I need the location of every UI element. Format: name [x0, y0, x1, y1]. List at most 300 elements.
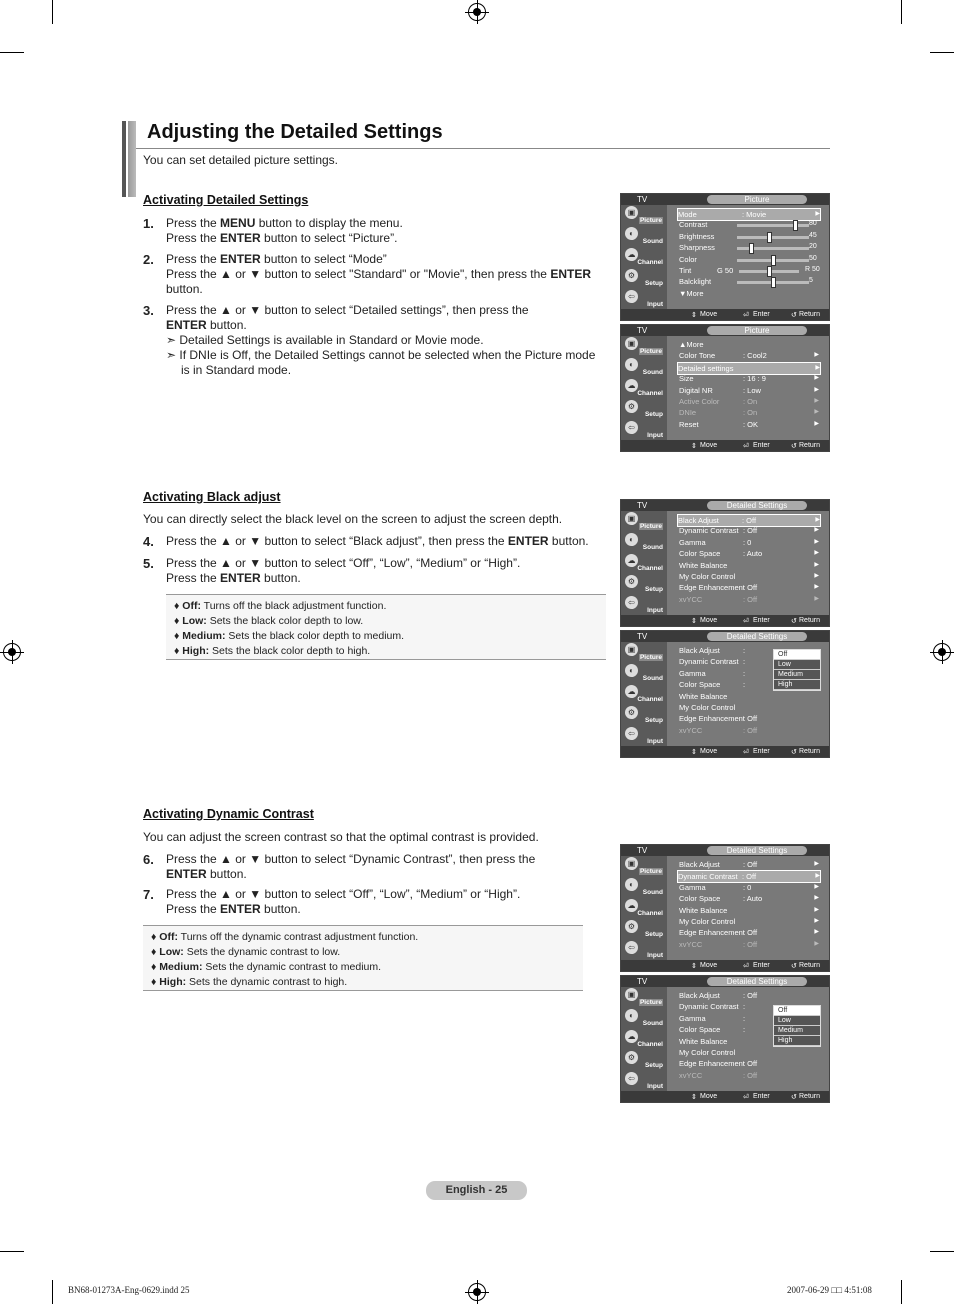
- return-icon: ↺: [791, 312, 797, 319]
- osd-row-label: Contrast: [679, 220, 708, 230]
- input-icon: ⇦: [625, 421, 638, 434]
- title-divider: [136, 148, 830, 149]
- osd-row-label: My Color Control: [679, 917, 736, 926]
- arrow-right-icon: ▶: [815, 873, 820, 880]
- osd-sidebar-label: Picture: [639, 999, 662, 1006]
- osd-sidebar: [621, 205, 667, 310]
- registration-mark-icon: [468, 1283, 486, 1301]
- osd-title: Detailed Settings: [707, 977, 807, 986]
- crop-mark: [901, 1280, 902, 1304]
- arrow-right-icon: ▶: [814, 895, 819, 902]
- registration-mark-icon: [933, 643, 951, 661]
- osd-menu-row[interactable]: [679, 396, 819, 407]
- osd-sidebar-label: Setup: [644, 280, 663, 287]
- note-line: ➣ Detailed Settings is available in Standard or Movie mode.: [166, 333, 484, 347]
- sound-icon: ◐: [625, 358, 638, 371]
- osd-sidebar-label: Sound: [642, 238, 663, 245]
- osd-sidebar-label: Sound: [642, 675, 663, 682]
- osd-sidebar-item[interactable]: [623, 642, 665, 662]
- step-number: 2.: [143, 252, 154, 267]
- osd-sidebar-item[interactable]: [623, 705, 665, 725]
- step-line: Press the ENTER button.: [166, 902, 301, 916]
- return-icon: ↺: [791, 443, 797, 450]
- osd-slider[interactable]: [737, 247, 809, 250]
- osd-row-value: : Cool2: [743, 351, 767, 361]
- osd-sidebar-label: Channel: [637, 565, 663, 572]
- osd-slider-knob[interactable]: [793, 220, 798, 231]
- section-paragraph: You can adjust the screen contrast so that the optimal contrast is provided.: [143, 830, 539, 844]
- enter-icon: ⏎: [743, 312, 749, 319]
- osd-row-label: Sharpness: [679, 243, 715, 253]
- osd-sidebar-item[interactable]: [623, 684, 665, 704]
- arrow-right-icon: ▶: [814, 386, 819, 393]
- osd-sidebar-item[interactable]: [623, 268, 665, 288]
- osd-sidebar-item[interactable]: [623, 1008, 665, 1028]
- arrow-right-icon: ▶: [815, 517, 820, 523]
- osd-row-label: Color: [679, 254, 697, 264]
- osd-menu-row[interactable]: [679, 288, 819, 299]
- osd-sidebar-item[interactable]: [623, 877, 665, 897]
- osd-sidebar-item[interactable]: [623, 940, 665, 960]
- osd-header: [621, 845, 829, 856]
- osd-row-value: : Off: [743, 594, 758, 604]
- osd-sidebar-item[interactable]: [623, 357, 665, 377]
- osd-row-label: Black Adjust: [678, 516, 719, 525]
- picture-icon: ▣: [625, 206, 638, 219]
- osd-row-label: DNIe: [679, 408, 697, 418]
- crop-mark: [52, 1280, 53, 1304]
- osd-row-label: My Color Control: [679, 1048, 736, 1057]
- osd-row-label: Color Space: [679, 549, 721, 559]
- osd-move-label: Move: [700, 442, 718, 449]
- osd-slider[interactable]: [737, 259, 809, 262]
- osd-dropdown[interactable]: [773, 1005, 821, 1047]
- setup-icon: ⚙: [625, 706, 638, 719]
- arrow-right-icon: ▶: [814, 940, 819, 947]
- step-3: [143, 303, 603, 335]
- step-7: [143, 887, 603, 919]
- arrow-right-icon: ▶: [814, 550, 819, 557]
- osd-header: [621, 976, 829, 987]
- sound-icon: ◐: [625, 533, 638, 546]
- osd-menu-row[interactable]: [679, 893, 819, 904]
- osd-sidebar-item[interactable]: [623, 289, 665, 309]
- channel-icon: ☁: [625, 379, 638, 392]
- osd-menu-row[interactable]: [679, 859, 819, 870]
- arrow-right-icon: ▶: [814, 918, 819, 924]
- option-item: ♦ Low: Sets the black color depth to low.: [174, 615, 364, 627]
- step-1: [143, 216, 603, 248]
- osd-menu-row[interactable]: [679, 1070, 819, 1081]
- osd-row-label: Mode: [678, 210, 697, 219]
- osd-tv-label: TV: [637, 326, 648, 335]
- osd-title: Detailed Settings: [707, 501, 807, 510]
- arrow-right-icon: ▶: [814, 883, 819, 890]
- osd-sidebar-label: Input: [647, 1083, 663, 1090]
- move-icon: ⇕: [691, 443, 697, 450]
- return-icon: ↺: [791, 749, 797, 756]
- osd-menu-row[interactable]: [679, 702, 819, 713]
- osd-sidebar-label: Input: [647, 432, 663, 439]
- osd-sidebar-label: Channel: [637, 1041, 663, 1048]
- osd-row-value: : Off: [743, 725, 758, 735]
- enter-icon: ⏎: [743, 963, 749, 970]
- move-icon: ⇕: [691, 618, 697, 625]
- osd-row-label: Color Space: [679, 1025, 721, 1035]
- osd-menu-row[interactable]: [679, 990, 819, 1001]
- osd-sidebar-label: Sound: [642, 369, 663, 376]
- osd-menu-row[interactable]: [679, 571, 819, 582]
- step-line: Press the MENU button to display the menu.: [166, 216, 403, 230]
- step-line: Press the ▲ or ▼ button to select “Detailed settings”, then press the: [166, 303, 529, 317]
- channel-icon: ☁: [625, 899, 638, 912]
- arrow-right-icon: ▶: [814, 929, 819, 936]
- osd-row-label: ▼More: [679, 288, 704, 298]
- step-5: [143, 556, 603, 588]
- osd-slider[interactable]: [737, 224, 809, 227]
- osd-menu-row[interactable]: [679, 407, 819, 418]
- osd-menu-row[interactable]: [679, 691, 819, 702]
- osd-sidebar-item[interactable]: [623, 1071, 665, 1091]
- osd-row-value: : Movie: [742, 210, 767, 219]
- osd-row-label: Brightness: [679, 231, 715, 241]
- osd-sidebar-item[interactable]: [623, 595, 665, 615]
- osd-footer: [621, 440, 829, 451]
- osd-dropdown-option[interactable]: Medium: [774, 1026, 820, 1036]
- osd-row-value: : Auto: [743, 894, 763, 904]
- osd-row-value: : Off: [743, 1059, 758, 1069]
- osd-slider-knob[interactable]: [771, 277, 776, 288]
- option-item: ♦ Medium: Sets the dynamic contrast to medium.: [151, 961, 382, 973]
- tv-menu-screen-black-adjust: [620, 630, 830, 758]
- step-number: 7.: [143, 887, 154, 902]
- osd-enter-label: Enter: [753, 962, 770, 969]
- osd-menu-row[interactable]: [679, 713, 819, 724]
- osd-row-value: : Off: [743, 991, 758, 1000]
- note-block: [166, 333, 606, 378]
- input-icon: ⇦: [625, 290, 638, 303]
- osd-slider[interactable]: [739, 270, 799, 273]
- enter-icon: ⏎: [743, 618, 749, 625]
- arrow-right-icon: ▶: [814, 573, 819, 579]
- osd-sidebar-label: Channel: [637, 910, 663, 917]
- enter-icon: ⏎: [743, 443, 749, 450]
- step-line: ENTER button.: [166, 867, 247, 881]
- crop-mark: [0, 1251, 24, 1252]
- osd-sidebar-item[interactable]: [623, 399, 665, 419]
- osd-row-label: ▲More: [679, 340, 704, 349]
- osd-row-prefix: G 50: [717, 266, 734, 275]
- osd-sidebar-item[interactable]: [623, 1029, 665, 1049]
- osd-sidebar-item[interactable]: [623, 378, 665, 398]
- sound-icon: ◐: [625, 227, 638, 240]
- osd-row-value: : Off: [743, 526, 758, 536]
- osd-sidebar-item[interactable]: [623, 1050, 665, 1070]
- osd-row-value: : Off: [743, 939, 758, 949]
- picture-icon: ▣: [625, 643, 638, 656]
- osd-tv-label: TV: [637, 195, 648, 204]
- osd-dropdown-option[interactable]: Off: [774, 1006, 820, 1016]
- osd-slider[interactable]: [737, 281, 809, 284]
- sound-icon: ◐: [625, 878, 638, 891]
- osd-slider-knob[interactable]: [767, 266, 772, 277]
- osd-row-value: :: [743, 1013, 746, 1023]
- osd-row-value: : Off: [743, 714, 758, 724]
- channel-icon: ☁: [625, 1030, 638, 1043]
- osd-menu-row[interactable]: [679, 548, 819, 559]
- osd-row-value: : Low: [743, 385, 761, 395]
- move-icon: ⇕: [691, 963, 697, 970]
- osd-dropdown[interactable]: [773, 649, 821, 691]
- osd-row-label: Black Adjust: [679, 646, 720, 655]
- osd-menu-row[interactable]: [679, 419, 819, 430]
- osd-row-label: White Balance: [679, 691, 728, 701]
- osd-row-label: Dynamic Contrast: [679, 526, 739, 536]
- osd-sidebar-item[interactable]: [623, 511, 665, 531]
- crop-mark: [930, 52, 954, 53]
- osd-dropdown-option[interactable]: Medium: [774, 670, 820, 680]
- input-icon: ⇦: [625, 727, 638, 740]
- osd-row-label: Tint: [679, 266, 692, 275]
- osd-sidebar-item[interactable]: [623, 856, 665, 876]
- osd-menu-row[interactable]: [679, 939, 819, 950]
- tv-menu-screen-detailed: [620, 499, 830, 627]
- setup-icon: ⚙: [625, 575, 638, 588]
- osd-menu-row[interactable]: [679, 525, 819, 536]
- osd-sidebar-item[interactable]: [623, 336, 665, 356]
- osd-row-label: Edge Enhancement: [679, 583, 745, 593]
- osd-menu-row[interactable]: [679, 560, 819, 571]
- osd-slider-value: 80: [809, 220, 817, 228]
- channel-icon: ☁: [625, 248, 638, 261]
- osd-menu-row[interactable]: [679, 927, 819, 938]
- channel-icon: ☁: [625, 685, 638, 698]
- options-box-contrast: [143, 925, 583, 991]
- crop-mark: [901, 0, 902, 24]
- osd-sidebar-item[interactable]: [623, 898, 665, 918]
- arrow-right-icon: ▶: [814, 595, 819, 602]
- osd-title: Detailed Settings: [707, 846, 807, 855]
- osd-sidebar-label: Setup: [644, 586, 663, 593]
- osd-menu-row[interactable]: [679, 905, 819, 916]
- osd-sidebar-item[interactable]: [623, 726, 665, 746]
- footer-date: 2007-06-29 □□ 4:51:08: [787, 1285, 872, 1295]
- osd-return-label: Return: [799, 617, 821, 624]
- osd-return-label: Return: [799, 962, 821, 969]
- sound-icon: ◐: [625, 664, 638, 677]
- osd-row-label: Edge Enhancement: [679, 928, 745, 938]
- osd-slider-knob[interactable]: [749, 243, 754, 254]
- picture-icon: ▣: [625, 512, 638, 525]
- osd-row-label: Size: [679, 374, 694, 384]
- osd-sidebar-item[interactable]: [623, 919, 665, 939]
- picture-icon: ▣: [625, 988, 638, 1001]
- step-line: button.: [166, 282, 203, 296]
- section-heading-black-adjust: Activating Black adjust: [143, 490, 281, 504]
- option-item: ♦ Off: Turns off the black adjustment function.: [174, 600, 387, 612]
- osd-menu-row[interactable]: [679, 1047, 819, 1058]
- osd-menu-row[interactable]: [679, 385, 819, 396]
- osd-row-value: : Off: [743, 928, 758, 938]
- osd-row-value: : Off: [742, 516, 757, 525]
- osd-header: [621, 631, 829, 642]
- registration-mark-icon: [468, 3, 486, 21]
- osd-sidebar-item[interactable]: [623, 247, 665, 267]
- osd-sidebar-item[interactable]: [623, 532, 665, 552]
- step-line: Press the ENTER button.: [166, 571, 301, 585]
- section-paragraph: You can directly select the black level on the screen to adjust the screen depth.: [143, 512, 563, 526]
- osd-sidebar: [621, 336, 667, 441]
- arrow-right-icon: ▶: [814, 352, 819, 359]
- osd-row-value: :: [743, 1025, 746, 1035]
- osd-menu-row[interactable]: [679, 1058, 819, 1069]
- return-icon: ↺: [791, 1094, 797, 1101]
- osd-enter-label: Enter: [753, 748, 770, 755]
- osd-slider[interactable]: [737, 236, 809, 239]
- arrow-right-icon: ▶: [814, 561, 819, 568]
- input-icon: ⇦: [625, 1072, 638, 1085]
- note-line: is in Standard mode.: [181, 363, 292, 377]
- osd-row-label: Edge Enhancement: [679, 714, 745, 724]
- step-2: [143, 252, 603, 300]
- footer-file: BN68-01273A-Eng-0629.indd 25: [68, 1285, 190, 1295]
- osd-row-label: Dynamic Contrast: [679, 657, 739, 667]
- osd-return-label: Return: [799, 442, 821, 449]
- section-heading-dynamic-contrast: Activating Dynamic Contrast: [143, 807, 314, 821]
- osd-slider-value: R 50: [805, 266, 820, 273]
- osd-row-value: : Off: [742, 872, 757, 882]
- return-icon: ↺: [791, 963, 797, 970]
- step-number: 5.: [143, 556, 154, 571]
- step-line: Press the ENTER button to select “Mode”: [166, 252, 387, 266]
- osd-sidebar-label: Input: [647, 301, 663, 308]
- setup-icon: ⚙: [625, 269, 638, 282]
- osd-row-label: xvYCC: [679, 725, 703, 735]
- osd-row-label: White Balance: [679, 905, 728, 915]
- osd-footer: [621, 960, 829, 971]
- osd-sidebar-item[interactable]: [623, 553, 665, 573]
- arrow-right-icon: ▶: [814, 409, 819, 416]
- osd-slider-knob[interactable]: [767, 232, 772, 243]
- osd-dropdown-option[interactable]: Off: [774, 650, 820, 660]
- osd-dropdown-option[interactable]: Low: [774, 1016, 820, 1026]
- osd-sidebar-label: Input: [647, 952, 663, 959]
- osd-dropdown-option[interactable]: Low: [774, 660, 820, 670]
- osd-row-label: Gamma: [679, 882, 706, 892]
- move-icon: ⇕: [691, 312, 697, 319]
- osd-sidebar-item[interactable]: [623, 420, 665, 440]
- osd-row-label: Reset: [679, 419, 699, 429]
- osd-row-label: Digital NR: [679, 385, 713, 395]
- heading-bar: [122, 121, 136, 197]
- osd-dropdown-option[interactable]: High: [774, 680, 820, 690]
- arrow-right-icon: ▶: [815, 211, 820, 217]
- osd-slider-knob[interactable]: [771, 255, 776, 266]
- osd-row-label: Gamma: [679, 1013, 706, 1023]
- osd-row-label: xvYCC: [679, 594, 703, 604]
- osd-row-value: : Off: [743, 1070, 758, 1080]
- osd-menu-row[interactable]: [679, 350, 819, 361]
- osd-slider-value: 20: [809, 243, 817, 251]
- registration-mark-icon: [3, 643, 21, 661]
- osd-menu-row[interactable]: [679, 339, 819, 350]
- osd-sidebar-item[interactable]: [623, 205, 665, 225]
- note-line: ➣ If DNIe is Off, the Detailed Settings cannot be selected when the Picture mode: [166, 348, 596, 362]
- osd-row-label: Color Space: [679, 680, 721, 690]
- osd-menu-row[interactable]: [679, 594, 819, 605]
- setup-icon: ⚙: [625, 920, 638, 933]
- channel-icon: ☁: [625, 554, 638, 567]
- crop-mark: [0, 52, 24, 53]
- osd-sidebar-item[interactable]: [623, 663, 665, 683]
- option-item: ♦ Medium: Sets the black color depth to medium.: [174, 630, 405, 642]
- option-item: ♦ Low: Sets the dynamic contrast to low.: [151, 946, 341, 958]
- osd-menu-row[interactable]: [679, 373, 819, 384]
- osd-sidebar-label: Input: [647, 738, 663, 745]
- osd-title: Detailed Settings: [707, 632, 807, 641]
- input-icon: ⇦: [625, 941, 638, 954]
- osd-enter-label: Enter: [753, 442, 770, 449]
- step-line: Press the ENTER button to select “Picture”.: [166, 231, 398, 245]
- osd-enter-label: Enter: [753, 311, 770, 318]
- osd-row-value: : On: [743, 397, 758, 406]
- osd-row-value: :: [743, 1002, 746, 1012]
- step-line: Press the ▲ or ▼ button to select “Black adjust”, then press the ENTER button.: [166, 534, 589, 548]
- setup-icon: ⚙: [625, 400, 638, 413]
- osd-row-label: xvYCC: [679, 939, 703, 949]
- osd-dropdown-option[interactable]: High: [774, 1036, 820, 1046]
- osd-tv-label: TV: [637, 632, 648, 641]
- osd-sidebar: [621, 987, 667, 1092]
- osd-footer: [621, 309, 829, 320]
- osd-row-label: Active Color: [679, 397, 720, 406]
- osd-sidebar-label: Sound: [642, 1020, 663, 1027]
- step-6: [143, 852, 603, 884]
- arrow-right-icon: ▶: [814, 420, 819, 427]
- osd-sidebar-item[interactable]: [623, 574, 665, 594]
- osd-menu-row[interactable]: [679, 916, 819, 927]
- osd-return-label: Return: [799, 748, 821, 755]
- osd-row-label: Detailed settings: [678, 363, 734, 373]
- picture-icon: ▣: [625, 857, 638, 870]
- tv-menu-screen-detailed-contrast: [620, 844, 830, 972]
- osd-row-label: Dynamic Contrast: [679, 1002, 739, 1012]
- osd-sidebar-label: Setup: [644, 931, 663, 938]
- osd-sidebar-label: Picture: [639, 217, 662, 224]
- osd-menu-row[interactable]: [679, 882, 819, 893]
- osd-row-label: Black Adjust: [679, 860, 720, 869]
- arrow-right-icon: ▶: [814, 398, 819, 404]
- osd-sidebar-item[interactable]: [623, 226, 665, 246]
- osd-menu-row[interactable]: [679, 537, 819, 548]
- osd-sidebar-item[interactable]: [623, 987, 665, 1007]
- osd-return-label: Return: [799, 311, 821, 318]
- option-item: ♦ High: Sets the black color depth to high.: [174, 645, 371, 657]
- osd-menu-row[interactable]: [679, 725, 819, 736]
- step-number: 3.: [143, 303, 154, 318]
- osd-sidebar-label: Setup: [644, 411, 663, 418]
- osd-enter-label: Enter: [753, 1093, 770, 1100]
- tv-menu-screen-picture-more: [620, 324, 830, 452]
- osd-menu-row[interactable]: [679, 582, 819, 593]
- osd-row-value: :: [743, 668, 746, 678]
- enter-icon: ⏎: [743, 749, 749, 756]
- arrow-right-icon: ▶: [814, 527, 819, 534]
- option-item: ♦ High: Sets the dynamic contrast to high.: [151, 976, 348, 988]
- crop-mark: [52, 0, 53, 24]
- tv-menu-screen-dynamic-contrast: [620, 975, 830, 1103]
- crop-mark: [930, 1251, 954, 1252]
